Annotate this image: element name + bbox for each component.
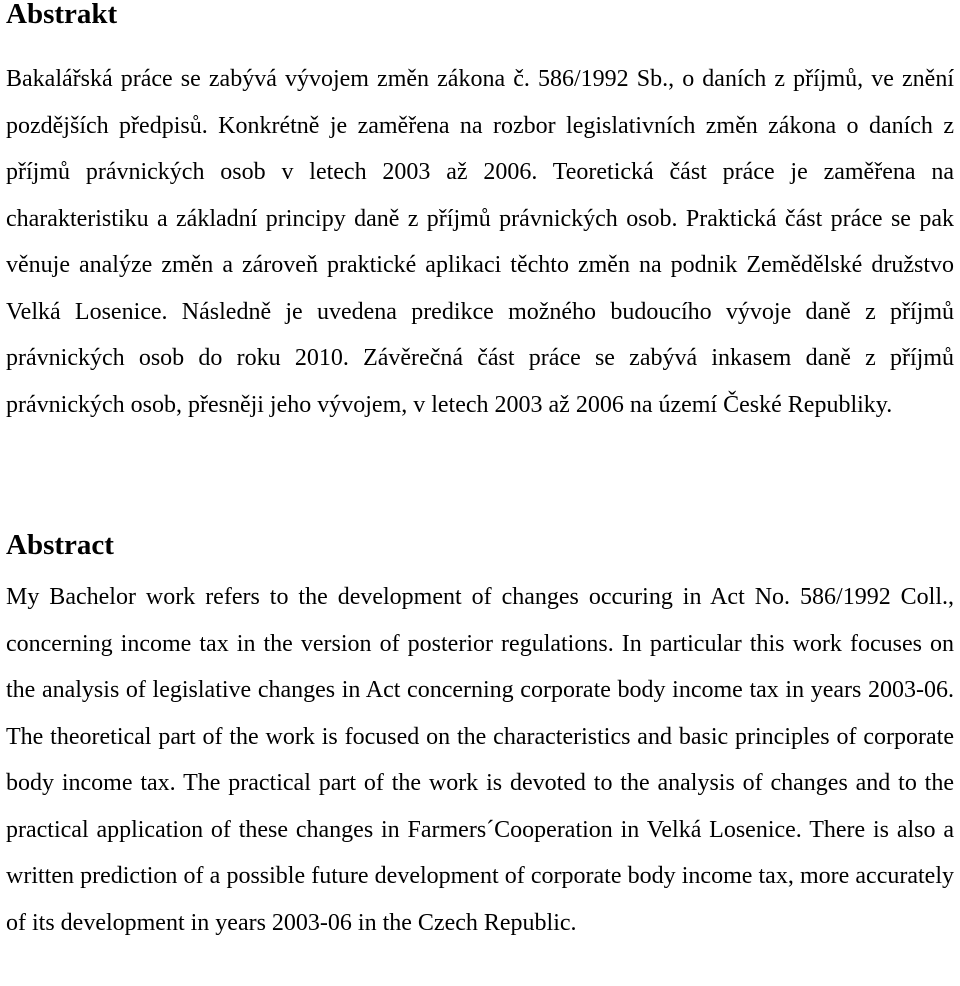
- abstract-heading: Abstract: [6, 529, 114, 561]
- abstrakt-heading: Abstrakt: [6, 0, 118, 30]
- abstract-paragraph: My Bachelor work refers to the development of changes occuring in Act No. 586/1992 Coll., concerning income tax in the version of posterior regulations. In particular this work focuses on the analysis of legislative changes in Act concerning corporate body income tax in years 2003-06. The theoretical part of the work is focused on the characteristics and basic principles of corporate body income tax. The practical part of the work is devoted to the analysis of changes and to the practical application of these changes in Farmers´Cooperation in Velká Losenice. There is also a written prediction of a possible future development of corporate body income tax, more accurately of its development in years 2003-06 in the Czech Republic.: [6, 584, 954, 936]
- abstrakt-paragraph: Bakalářská práce se zabývá vývojem změn zákona č. 586/1992 Sb., o daních z příjmů, ve znění pozdějších předpisů. Konkrétně je zaměřena na rozbor legislativních změn zákona o daních z příjmů právnických osob v letech 2003 až 2006. Teoretická část práce je zaměřena na charakteristiku a základní principy daně z příjmů právnických osob. Praktická část práce se pak věnuje analýze změn a zároveň praktické aplikaci těchto změn na podnik Zemědělské družstvo Velká Losenice. Následně je uvedena predikce možného budoucího vývoje daně z příjmů právnických osob do roku 2010. Závěrečná část práce se zabývá inkasem daně z příjmů právnických osob, přesněji jeho vývojem, v letech 2003 až 2006 na území České Republiky.: [6, 66, 954, 418]
